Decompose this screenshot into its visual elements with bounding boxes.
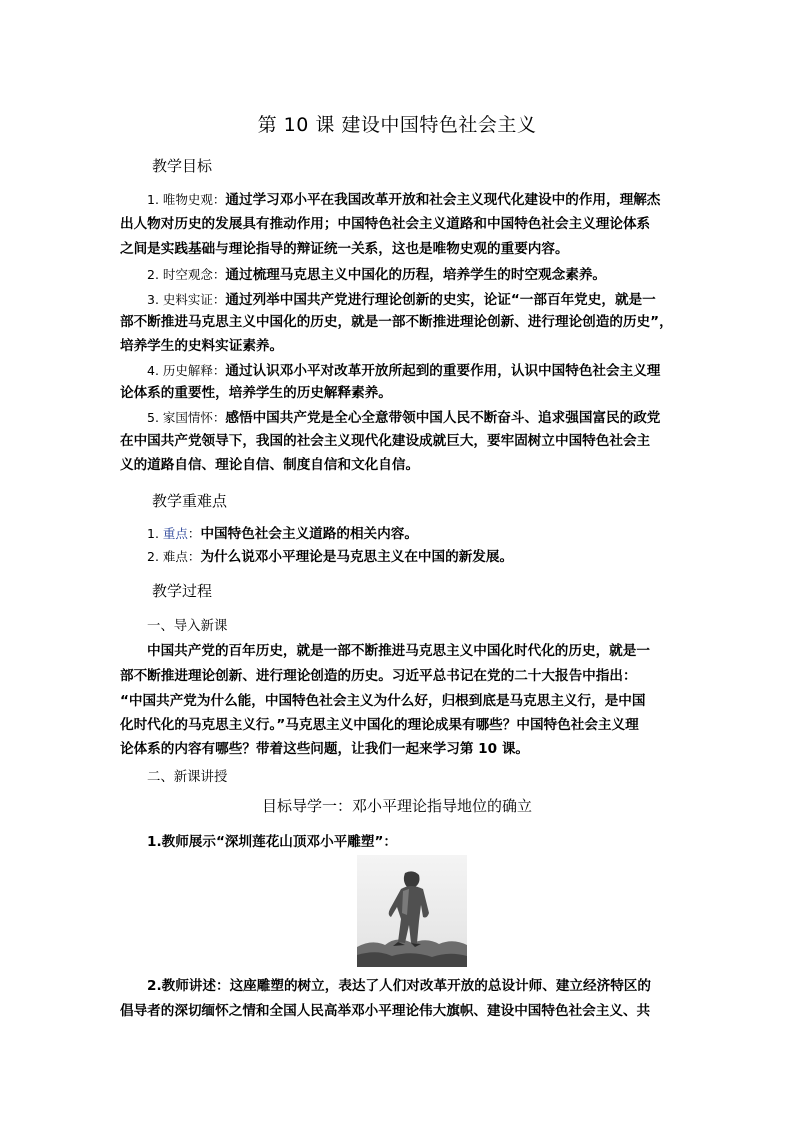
goal-guide-heading: 目标导学一：邓小平理论指导地位的确立: [261, 797, 532, 815]
key-points-heading: 教学重难点: [152, 492, 228, 510]
intro-line-1: 中国共产党的百年历史，就是一部不断推进马克思主义中国化时代化的历史，就是一: [147, 643, 650, 659]
step-2-line-2: 倡导者的深切缅怀之情和全国人民高举邓小平理论伟大旗帜、建设中国特色社会主义、共: [120, 1003, 651, 1019]
goal-2-label: 2. 时空观念：: [147, 267, 226, 282]
intro-line-2: 部不断推进理论创新、进行理论创造的历史。习近平总书记在党的二十大报告中指出：: [120, 668, 637, 684]
goals-heading: 教学目标: [152, 157, 213, 175]
goal-5-line-3: 义的道路自信、理论自信、制度自信和文化自信。: [120, 457, 420, 473]
statue-image: [357, 855, 467, 967]
goal-3-line-3: 培养学生的史料实证素养。: [120, 338, 284, 354]
key-point-2: 2. 难点：为什么说邓小平理论是马克思主义在中国的新发展。: [147, 549, 514, 565]
goal-4-line-1: 4. 历史解释：通过认识邓小平对改革开放所起到的重要作用，认识中国特色社会主义理: [147, 363, 661, 379]
goal-3-line-2: 部不断推进马克思主义中国化的历史，就是一部不断推进理论创新、进行理论创造的历史”，: [120, 314, 673, 330]
goal-3-line-1: 3. 史料实证：通过列举中国共产党进行理论创新的史实，论证“一部百年党史，就是一: [147, 292, 656, 308]
goal-1-line-1: 1. 唯物史观：通过学习邓小平在我国改革开放和社会主义现代化建设中的作用，理解杰: [147, 192, 661, 208]
statue-photo: [357, 855, 467, 967]
goal-4-line-2: 论体系的重要性，培养学生的历史解释素养。: [120, 385, 392, 401]
part1-heading: 一、导入新课: [147, 619, 228, 634]
page-title: 第 10 课 建设中国特色社会主义: [257, 114, 537, 136]
key-point-1: 1. 重点：中国特色社会主义道路的相关内容。: [147, 526, 418, 542]
step-2-line-1: 2.教师讲述：这座雕塑的树立，表达了人们对改革开放的总设计师、建立经济特区的: [147, 978, 651, 994]
process-heading: 教学过程: [152, 582, 213, 600]
goal-5-label: 5. 家国情怀：: [147, 410, 226, 425]
part2-heading: 二、新课讲授: [147, 770, 228, 785]
goal-1-line-2: 出人物对历史的发展具有推动作用；中国特色社会主义道路和中国特色社会主义理论体系: [120, 216, 651, 232]
goal-2-line-1: 2. 时空观念：通过梳理马克思主义中国化的历程，培养学生的时空观念素养。: [147, 267, 607, 283]
intro-line-5: 论体系的内容有哪些？带着这些问题，让我们一起来学习第 10 课。: [120, 741, 530, 757]
intro-line-3: “中国共产党为什么能，中国特色社会主义为什么好，归根到底是马克思主义行，是中国: [120, 693, 646, 709]
intro-line-4: 化时代化的马克思主义行。”马克思主义中国化的理论成果有哪些？中国特色社会主义理: [120, 717, 639, 733]
step-1: 1.教师展示“深圳莲花山顶邓小平雕塑”：: [147, 834, 397, 850]
goal-1-line-3: 之间是实践基础与理论指导的辩证统一关系，这也是唯物史观的重要内容。: [120, 241, 569, 257]
goal-1-label: 1. 唯物史观：: [147, 192, 226, 207]
goal-5-line-1: 5. 家国情怀：感悟中国共产党是全心全意带领中国人民不断奋斗、追求强国富民的政党: [147, 410, 661, 426]
goal-5-line-2: 在中国共产党领导下，我国的社会主义现代化建设成就巨大，要牢固树立中国特色社会主: [120, 433, 651, 449]
goal-4-label: 4. 历史解释：: [147, 363, 226, 378]
goal-3-label: 3. 史料实证：: [147, 292, 226, 307]
